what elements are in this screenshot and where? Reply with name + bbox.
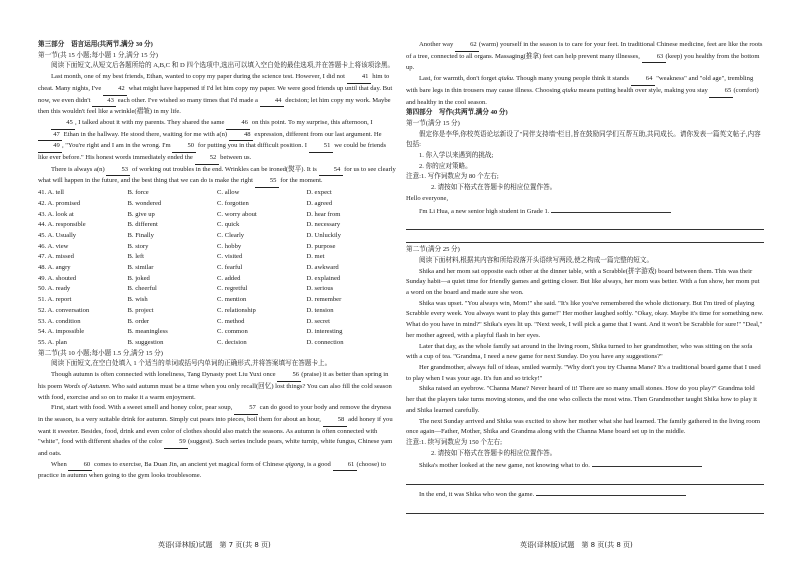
option-cell: 52. A. conversation bbox=[38, 306, 90, 314]
option-cell: C. common bbox=[217, 328, 248, 336]
option-cell: C. forgotten bbox=[217, 199, 249, 207]
section1-instruction: 阅读下面短文,从短文后各题所给的 A,B,C 和 D 四个选项中,选出可以填入空白处的最佳选项,并在答题卡上将该项涂黑。 bbox=[51, 62, 395, 70]
option-cell: B. force bbox=[127, 189, 149, 197]
writing2-note-2: 2. 请按如下格式在答题卡的相应位置作答。 bbox=[431, 449, 557, 457]
options-table bbox=[38, 188, 396, 349]
right-column bbox=[406, 40, 764, 514]
option-cell: 48. A. angry bbox=[38, 264, 71, 272]
option-cell: D. secret bbox=[306, 317, 330, 325]
cloze-paragraph: Last month, one of my best friends, Ethan, wanted to copy my paper during the science test. However, I did not 41 him to cheat. Many nights, I've 42 what might have happened if I'd let him copy my paper. We were good friends up until that day. But now, we even didn't 43 each other. I've wished so many times that I'd made a 44 decision; let him copy my work. Maybe then this wouldn't feel like a wrinkle(褶皱) in my life. bbox=[38, 73, 393, 116]
option-cell: D. serious bbox=[306, 285, 334, 293]
option-row bbox=[38, 295, 396, 306]
option-row bbox=[38, 284, 396, 295]
cloze-paragraph: 45 , I talked about it with my parents. They shared the same 46 on this point. To my surprise, this afternoon, I 47 Ethan in the hallway. He stood there, waiting for me with a(n) 48 expression, different from our last argument. He 49 , "You're right and I am in the wrong. I'm 50 for putting you in that difficult position. I 51 we could be friends like ever before." His honest words immediately ended the 52 between us. bbox=[38, 118, 396, 165]
option-cell: 51. A. report bbox=[38, 296, 72, 304]
story-paragraph: Later that day, as the whole family sat around in the living room, Shika turned to her grandmother, who was sitting on the sofa with a cup of tea. "Grandma, I need a new game for next Sunday. Do you have any suggestions?" bbox=[406, 342, 753, 361]
option-cell: C. worry about bbox=[217, 210, 257, 218]
grammar-passage-continued bbox=[406, 40, 764, 108]
option-row bbox=[38, 231, 396, 242]
writing1-point-2: 2. 你的应对策略。 bbox=[419, 162, 472, 170]
cloze-paragraph: There is always a(n) 53 of working out troubles in the end. Wrinkles can be ironed(熨平). It is 54 for us to see clearly what will happen in the future, and the best thing that we can do is make the right 55 for the moment. bbox=[38, 165, 396, 188]
option-cell: 43. A. look at bbox=[38, 210, 74, 218]
section2-title: 第二节(共 10 小题;每小题 1.5 分,满分 15 分) bbox=[38, 349, 163, 357]
option-cell: C. fearful bbox=[217, 264, 243, 272]
option-cell: C. method bbox=[217, 317, 245, 325]
option-cell: D. tension bbox=[306, 306, 334, 314]
option-cell: 47. A. missed bbox=[38, 253, 74, 261]
option-row bbox=[38, 242, 396, 253]
section1-title: 第一节(共 15 小题;每小题 1 分,满分 15 分) bbox=[38, 51, 158, 59]
option-cell: D. connection bbox=[306, 338, 344, 346]
option-cell: B. suggestion bbox=[127, 338, 164, 346]
writing1-point-1: 1. 你入学以来遇到的挑战; bbox=[419, 152, 494, 160]
answer-line bbox=[406, 219, 764, 230]
option-cell: D. Unluckily bbox=[306, 231, 341, 239]
option-cell: D. hear from bbox=[306, 210, 341, 218]
story-paragraph: The next Sunday arrived and Shika was excited to show her mother what she had learned. The family gathered in the living room once again—Father, Mother, Shika and Grandma along with the Channa Mane board set up in the middle. bbox=[406, 417, 761, 436]
option-cell: 45. A. Usually bbox=[38, 231, 77, 239]
option-cell: C. hobby bbox=[217, 242, 242, 250]
option-cell: 49. A. shouted bbox=[38, 274, 77, 282]
option-row bbox=[38, 338, 396, 349]
option-row bbox=[38, 306, 396, 317]
part4-title: 第四部分 写作(共两节,满分 40 分) bbox=[406, 109, 508, 117]
option-cell: D. necessary bbox=[306, 221, 341, 229]
cloze-passage bbox=[38, 72, 396, 188]
left-column bbox=[38, 40, 396, 482]
answer-line bbox=[406, 503, 764, 514]
option-cell: 54. A. impossible bbox=[38, 328, 85, 336]
option-cell: 53. A. condition bbox=[38, 317, 81, 325]
option-row bbox=[38, 327, 396, 338]
option-cell: B. order bbox=[127, 317, 150, 325]
part3-title: 第三部分 语言运用(共两节,满分 30 分) bbox=[38, 41, 153, 48]
option-cell: B. left bbox=[127, 253, 144, 261]
option-cell: C. regretful bbox=[217, 285, 248, 293]
writing2-title: 第二节(满分 25 分) bbox=[406, 246, 460, 254]
option-row bbox=[38, 210, 396, 221]
answer-line bbox=[592, 459, 702, 467]
grammar-paragraph: Though autumn is often connected with loneliness, Tang Dynasty poet Liu Yuxi once 56 (praise) it as better than spring in his poem Words of Autumn. Who said autumn must be a time when you only recall(回忆) lost things? You can also fill the cold season with food, exercise and so on to make it a warm enjoyment. bbox=[38, 371, 392, 401]
writing2-start-1 bbox=[406, 459, 764, 472]
option-row bbox=[38, 199, 396, 210]
writing2-start-2 bbox=[406, 488, 764, 501]
writing1-start bbox=[406, 205, 764, 218]
option-cell: 55. A. plan bbox=[38, 338, 67, 346]
writing1-note-1: 注意:1. 写作词数应为 80 个左右; bbox=[406, 173, 499, 181]
option-cell: 41. A. tell bbox=[38, 189, 65, 197]
answer-line bbox=[406, 232, 764, 243]
option-cell: B. wondered bbox=[127, 199, 162, 207]
option-cell: B. Finally bbox=[127, 231, 154, 239]
option-cell: C. quick bbox=[217, 221, 240, 229]
option-cell: 50. A. ready bbox=[38, 285, 71, 293]
option-cell: C. allow bbox=[217, 189, 240, 197]
option-cell: D. interesting bbox=[306, 328, 343, 336]
answer-line bbox=[551, 205, 671, 213]
option-cell: B. wish bbox=[127, 296, 148, 304]
writing2-start-2-text: In the end, it was Shika who won the game. bbox=[419, 491, 535, 499]
story-paragraph: Shika and her mom sat opposite each other at the dinner table, with a Scrabble(拼字游戏) board between them. This was their Sunday habit—a quiet time for friendly games and getting closer. But like always, her mom was better. With a fun show, her mom put a word on the board and made sure she won. bbox=[406, 267, 760, 297]
answer-line bbox=[406, 474, 764, 485]
option-cell: C. mention bbox=[217, 296, 247, 304]
option-cell: C. relationship bbox=[217, 306, 256, 314]
option-cell: C. visited bbox=[217, 253, 243, 261]
section2-instruction: 阅读下面短文,在空白处填入 1 个适当的单词或括号内单词的正确形式,并将答案填写在答题卡上。 bbox=[51, 360, 332, 368]
option-row bbox=[38, 263, 396, 274]
story-paragraph: Shika was upset. "You always win, Mom!" she said. "It's like you've remembered the whole dictionary. But I'm tired of playing Scrabble every week. You always want to play this game!" Her mother laughed softly. "Okay, okay. Maybe it's time for something new. What do you have in mind?" Shika's eyes lit up. "Next week, I will pick a game that I want. And it won't be Scrabble for sure!" "Deal," her mother agreed, with a playful flash in her eyes. bbox=[406, 299, 764, 339]
option-row bbox=[38, 220, 396, 231]
option-cell: 44. A. responsible bbox=[38, 221, 86, 229]
option-row bbox=[38, 317, 396, 328]
writing2-note-1: 注意:1. 续写词数应为 150 个左右; bbox=[406, 438, 502, 446]
grammar-paragraph: Last, for warmth, don't forget qiuku. Though many young people think it stands 64 "weakness" and "old age", trembling with bare legs in thin trousers may cause illness. Choosing qiuku means putting health over style, making you stay 65 (comfort) and healthy in the cool season. bbox=[406, 75, 759, 106]
option-row bbox=[38, 274, 396, 285]
option-cell: 46. A. view bbox=[38, 242, 69, 250]
writing1-note-2: 2. 请按如下格式在答题卡的相应位置作答。 bbox=[431, 184, 557, 192]
grammar-paragraph: First, start with food. With a sweet smell and honey color, pear soup, 57 can do good to your body and remove the dryness in the season, is a very suitable drink for autumn. Simply cut pears into pieces, boil them for about an hour, 58 add honey if you want it sweeter. Besides, food, drink and even color of clothes should also match the seasons. As autumn is often connected with "white", food with different shades of the color 59 (suggest). Such series include pears, white turnip, white fungus, Chinese yam and oats. bbox=[38, 404, 393, 458]
writing1-greeting: Hello everyone, bbox=[406, 194, 449, 202]
writing2-instruction: 阅读下面材料,根据其内容和所给段落开头语续写两段,使之构成一篇完整的短文。 bbox=[419, 256, 654, 264]
option-cell: B. meaningless bbox=[127, 328, 168, 336]
story-passage bbox=[406, 267, 764, 438]
option-cell: B. similar bbox=[127, 264, 154, 272]
option-row bbox=[38, 188, 396, 199]
answer-line bbox=[536, 488, 686, 496]
option-cell: C. added bbox=[217, 274, 241, 282]
option-cell: B. story bbox=[127, 242, 149, 250]
option-cell: D. agreed bbox=[306, 199, 333, 207]
option-cell: B. joked bbox=[127, 274, 150, 282]
grammar-paragraph: When 60 comes to exercise, Ba Duan Jin, an ancient yet magical form of Chinese qigong, is a good 61 (choose) to practice in autumn when going to the gym looks troublesome. bbox=[38, 460, 386, 480]
option-cell: B. project bbox=[127, 306, 154, 314]
writing1-start-text: I'm Li Hua, a new senior high student in Grade 1. bbox=[419, 207, 550, 215]
option-cell: D. remember bbox=[306, 296, 342, 304]
option-row bbox=[38, 252, 396, 263]
option-cell: D. explained bbox=[306, 274, 341, 282]
grammar-paragraph: Another way 62 (warm) yourself in the season is to care for your feet. In traditional Chinese medicine, feet are like the roots of a tree, connected to all organs. Massaging(推拿) feet can help prevent many illnesses, 63 (keep) you healthy from the bottom up. bbox=[406, 41, 763, 72]
page-footer-left: 英语(译林版)试题 第 7 页(共 8 页) bbox=[158, 541, 271, 549]
story-paragraph: Shika raised an eyebrow. "Channa Mane? Never heard of it! There are so many small stones. How do you play?" Grandma told her that the players take turns moving stones, and the one who collects the most wins. Then Grandmother taught Shika how to play it and Shika learned carefully. bbox=[406, 385, 757, 414]
option-cell: C. decision bbox=[217, 338, 247, 346]
writing1-task: 假定你是李华,你校英语论坛新设了"同伴支持墙"栏目,旨在鼓励同学们互帮互助,共同成长。请你发表一篇英文帖子,内容包括: bbox=[406, 130, 761, 149]
story-paragraph: Her grandmother, always full of ideas, smiled warmly. "Why don't you try Channa Mane? It's a traditional board game that I used to play when I was your age. It's fun and so tricky!" bbox=[406, 363, 761, 382]
option-cell: B. cheerful bbox=[127, 285, 157, 293]
option-cell: D. expect bbox=[306, 189, 332, 197]
option-cell: D. purpose bbox=[306, 242, 336, 250]
writing2-start-1-text: Shika's mother looked at the new game, not knowing what to do. bbox=[419, 462, 590, 470]
option-cell: D. met bbox=[306, 253, 325, 261]
option-cell: B. give up bbox=[127, 210, 155, 218]
writing1-title: 第一节(满分 15 分) bbox=[406, 119, 460, 127]
option-cell: B. different bbox=[127, 221, 158, 229]
page-footer-right: 英语(译林版)试题 第 8 页(共 8 页) bbox=[520, 541, 633, 549]
option-cell: C. Clearly bbox=[217, 231, 245, 239]
grammar-passage bbox=[38, 370, 396, 482]
option-cell: D. awkward bbox=[306, 264, 339, 272]
option-cell: 42. A. promised bbox=[38, 199, 81, 207]
